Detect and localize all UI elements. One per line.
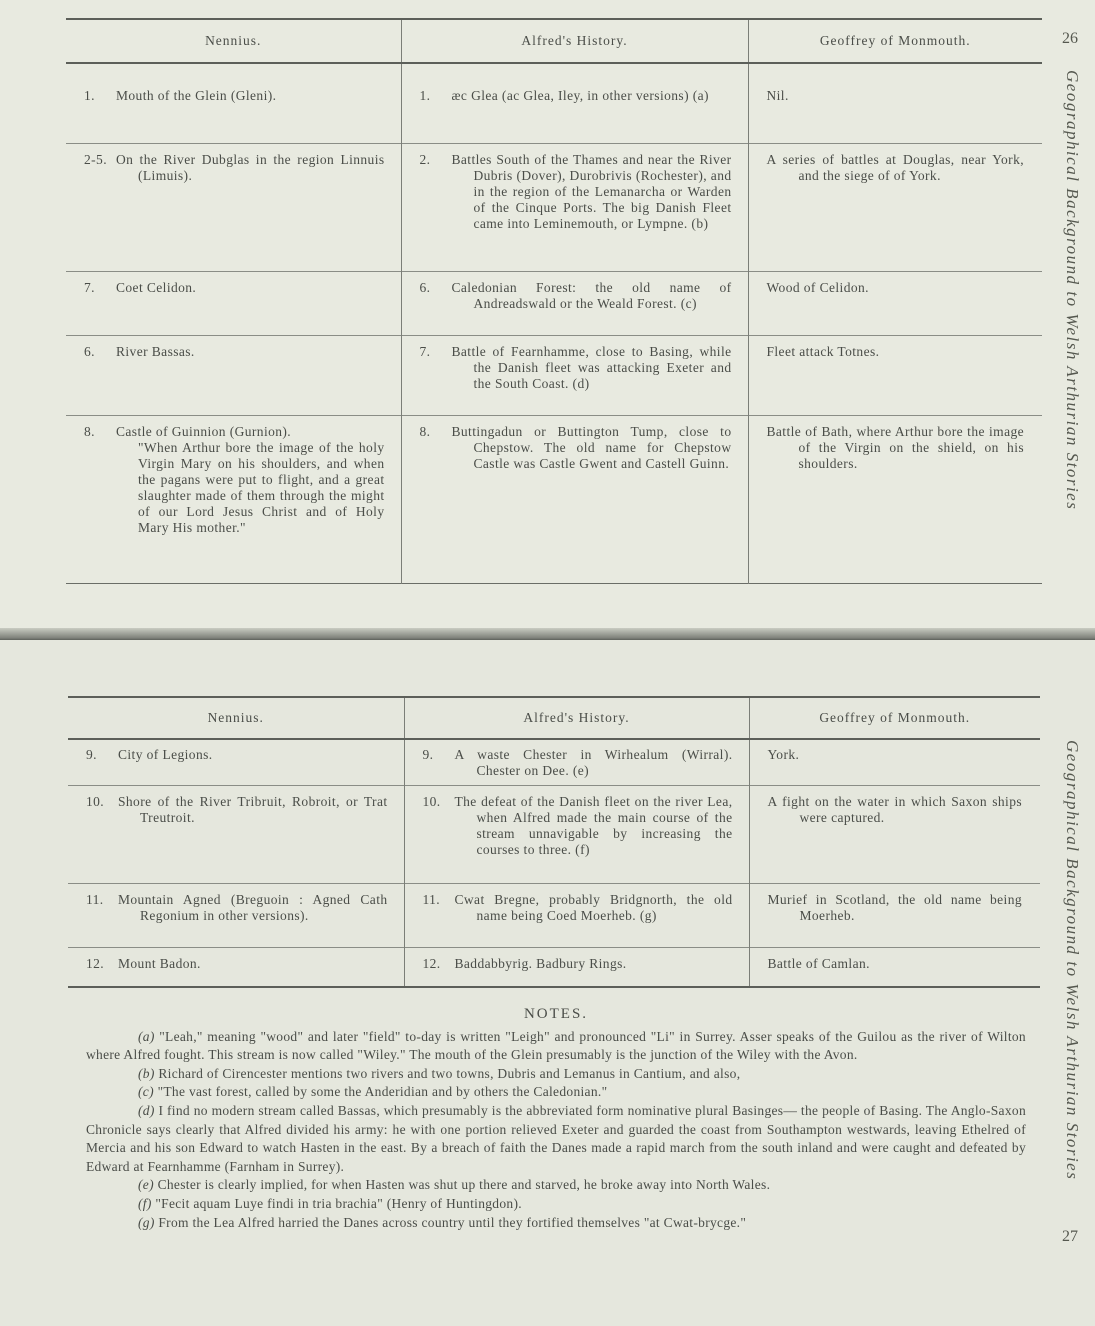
alfred-text: A waste Chester in Wirhealum (Wirral). Chester on Dee. (e) bbox=[454, 747, 733, 778]
note-g bbox=[86, 1214, 1026, 1233]
nennius-number: 10. bbox=[86, 793, 105, 809]
note-mark: (e) bbox=[138, 1177, 154, 1193]
alfred-number: 9. bbox=[422, 747, 434, 762]
note-e bbox=[86, 1176, 1026, 1195]
note-mark: (d) bbox=[138, 1102, 155, 1118]
alfred-number: 2. bbox=[419, 151, 431, 167]
alfred-text: æc Glea (ac Glea, Iley, in other versions) (a) bbox=[451, 88, 709, 103]
note-mark: (a) bbox=[138, 1028, 155, 1044]
geoffrey-text: A series of battles at Douglas, near York, and the siege of of York. bbox=[766, 151, 1024, 183]
table-row bbox=[68, 947, 1040, 987]
note-mark: (b) bbox=[138, 1065, 155, 1081]
note-mark: (g) bbox=[138, 1214, 155, 1230]
geoffrey-text: Battle of Bath, where Arthur bore the image of the Virgin on the shield, on his shoulders. bbox=[766, 423, 1024, 471]
table-row bbox=[68, 883, 1040, 947]
nennius-text: On the River Dubglas in the region Linnuis (Limuis). bbox=[116, 151, 385, 183]
alfred-number: 12. bbox=[422, 955, 441, 971]
nennius-text: Mount Badon. bbox=[118, 955, 201, 971]
nennius-number: 9. bbox=[86, 747, 97, 762]
header-alfred: Alfred's History. bbox=[404, 697, 749, 739]
header-alfred: Alfred's History. bbox=[401, 19, 748, 63]
alfred-number: 8. bbox=[419, 423, 431, 439]
page-27 bbox=[0, 640, 1095, 1326]
table-row bbox=[68, 785, 1040, 883]
header-geoffrey: Geoffrey of Monmouth. bbox=[749, 697, 1040, 739]
note-b bbox=[86, 1065, 1026, 1084]
nennius-text: River Bassas. bbox=[116, 343, 195, 359]
geoffrey-text: York. bbox=[767, 747, 800, 762]
running-head: Geographical Background to Welsh Arthurian Stories bbox=[1063, 70, 1082, 511]
nennius-text: Shore of the River Tribruit, Robroit, or Trat Treutroit. bbox=[118, 793, 388, 825]
nennius-text: Castle of Guinnion (Gurnion). bbox=[116, 423, 292, 439]
alfred-text: Caledonian Forest: the old name of Andreadswald or the Weald Forest. (c) bbox=[451, 279, 732, 311]
nennius-number: 8. bbox=[84, 423, 95, 439]
table-row bbox=[66, 143, 1042, 271]
page-26 bbox=[0, 0, 1095, 640]
alfred-text: Cwat Bregne, probably Bridgnorth, the old name being Coed Moerheb. (g) bbox=[454, 891, 733, 923]
geoffrey-text: Nil. bbox=[766, 88, 789, 103]
notes-section bbox=[86, 1005, 1026, 1232]
nennius-number: 12. bbox=[86, 955, 105, 971]
nennius-number: 1. bbox=[84, 88, 95, 103]
alfred-number: 7. bbox=[419, 343, 431, 359]
geoffrey-text: Battle of Camlan. bbox=[767, 955, 870, 971]
note-a bbox=[86, 1028, 1026, 1065]
geoffrey-text: A fight on the water in which Saxon ships were captured. bbox=[767, 793, 1022, 825]
nennius-number: 11. bbox=[86, 891, 104, 907]
nennius-quote: "When Arthur bore the image of the holy Virgin Mary on his shoulders, and when the pagans were put to flight, and a great slaughter made of them through the might of our Lord Jesus Christ and of Holy Mary His mother." bbox=[138, 439, 385, 535]
alfred-text: Baddabbyrig. Badbury Rings. bbox=[454, 955, 627, 971]
geoffrey-text: Wood of Celidon. bbox=[766, 279, 869, 295]
note-text: Richard of Cirencester mentions two rivers and two towns, Dubris and Lemanus in Cantium, and also, bbox=[158, 1065, 741, 1081]
table-header bbox=[66, 19, 1042, 63]
alfred-number: 6. bbox=[419, 279, 431, 295]
nennius-text: Coet Celidon. bbox=[116, 279, 197, 295]
note-mark: (c) bbox=[138, 1084, 154, 1100]
header-nennius: Nennius. bbox=[68, 697, 404, 739]
alfred-text: The defeat of the Danish fleet on the river Lea, when Alfred made the main course of the stream unnavigable by increasing the courses to three. (f) bbox=[454, 793, 733, 857]
note-text: Chester is clearly implied, for when Hasten was shut up there and starved, he broke away into North Wales. bbox=[157, 1177, 771, 1193]
running-head: Geographical Background to Welsh Arthurian Stories bbox=[1063, 740, 1082, 1181]
nennius-number: 2-5. bbox=[84, 151, 107, 167]
nennius-text: City of Legions. bbox=[118, 747, 213, 762]
nennius-number: 7. bbox=[84, 279, 95, 295]
note-f bbox=[86, 1195, 1026, 1214]
alfred-number: 1. bbox=[419, 88, 431, 103]
alfred-text: Buttingadun or Buttington Tump, close to Chepstow. The old name for Chepstow Castle was Castle Gwent and Castell Guinn. bbox=[451, 423, 732, 471]
table-row bbox=[68, 739, 1040, 785]
table-header bbox=[68, 697, 1040, 739]
header-nennius: Nennius. bbox=[66, 19, 401, 63]
battles-table-page-27 bbox=[68, 696, 1040, 988]
alfred-text: Battle of Fearnhamme, close to Basing, while the Danish fleet was attacking Exeter and the South Coast. (d) bbox=[451, 343, 732, 391]
nennius-text: Mountain Agned (Breguoin : Agned Cath Regonium in other versions). bbox=[118, 891, 388, 923]
alfred-number: 10. bbox=[422, 793, 441, 809]
note-c bbox=[86, 1083, 1026, 1102]
geoffrey-text: Fleet attack Totnes. bbox=[766, 343, 880, 359]
table-row bbox=[66, 271, 1042, 335]
nennius-number: 6. bbox=[84, 343, 95, 359]
table-row bbox=[66, 335, 1042, 415]
table-row bbox=[66, 415, 1042, 583]
note-text: "The vast forest, called by some the Anderidian and by others the Caledonian." bbox=[157, 1084, 608, 1100]
note-text: From the Lea Alfred harried the Danes across country until they fortified themselves "at Cwat-brycge." bbox=[158, 1214, 747, 1230]
geoffrey-text: Murief in Scotland, the old name being Moerheb. bbox=[767, 891, 1022, 923]
alfred-number: 11. bbox=[422, 891, 441, 907]
note-text: "Fecit aquam Luye findi in tria brachia" (Henry of Huntingdon). bbox=[155, 1195, 522, 1211]
page-number: 26 bbox=[1062, 30, 1078, 47]
notes-heading: NOTES. bbox=[523, 1006, 589, 1022]
table-row bbox=[66, 63, 1042, 143]
note-text: I find no modern stream called Bassas, which presumably is the abbreviated form nominative plural Basinges— the people of Basing. The Anglo-Saxon Chronicle says clearly that Alfred divided his army: he with one portion relieved Exeter and guarded the coast from Southampton westwards, leaving Ethelred of Mercia and his son Edward to watch Hasten in the east. By a breach of faith the Danes made a rapid march from the south inland and were caught and defeated by Edward at Fearnhamme (Farnham in Surrey). bbox=[86, 1102, 1026, 1174]
page-number: 27 bbox=[1062, 1228, 1078, 1245]
note-d bbox=[86, 1102, 1026, 1176]
nennius-text: Mouth of the Glein (Gleni). bbox=[116, 88, 277, 103]
alfred-text: Battles South of the Thames and near the River Dubris (Dover), Durobrivis (Rochester), and in the region of the Lemanarcha or Warden of the Cinque Ports. The big Danish Fleet came into Leminemouth, or Lympne. (b) bbox=[451, 151, 732, 231]
note-text: "Leah," meaning "wood" and later "field" to-day is written "Leigh" and pronounced "Li" in Surrey. Asser speaks of the Guilou as the river of Wilton where Alfred fought. This stream is now called "Wiley." The mouth of the Glein presumably is the junction of the Wiley with the Avon. bbox=[86, 1028, 1026, 1063]
battles-table-page-26 bbox=[66, 18, 1042, 584]
header-geoffrey: Geoffrey of Monmouth. bbox=[748, 19, 1042, 63]
note-mark: (f) bbox=[138, 1195, 152, 1211]
